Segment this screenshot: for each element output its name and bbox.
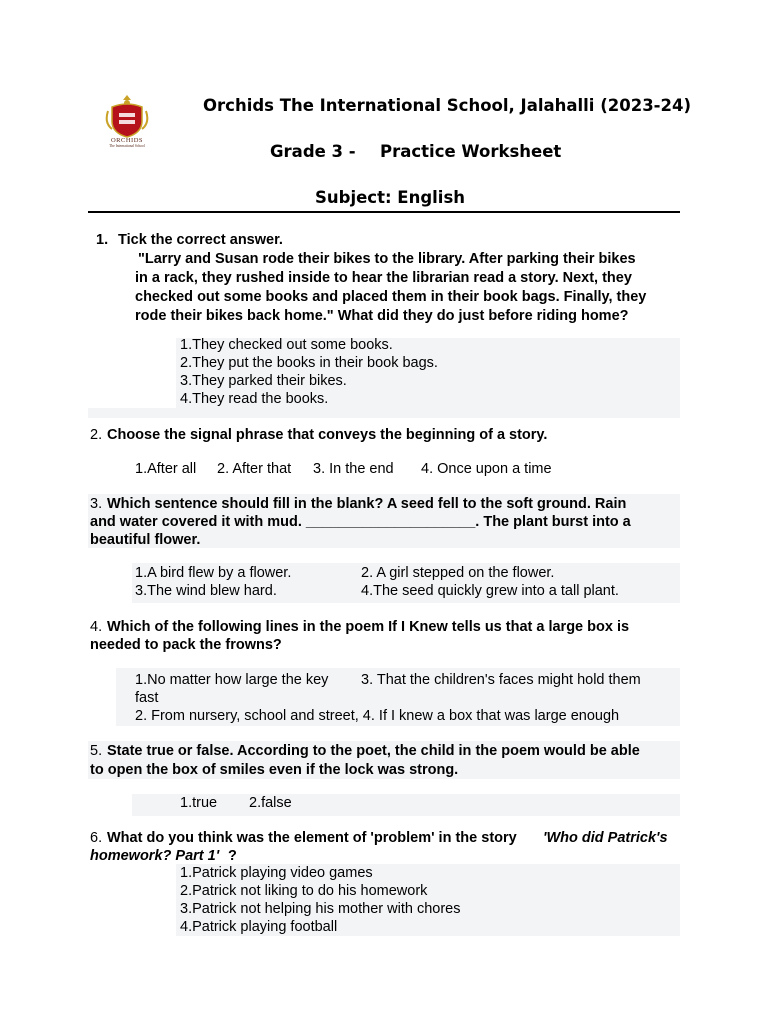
subject-label: Subject: English <box>315 188 466 207</box>
logo-wordmark: ORCHIDS <box>110 137 144 144</box>
q3-option: 1.A bird flew by a flower. <box>135 565 292 581</box>
q4-option: 2. From nursery, school and street, 4. If I knew a box that was large enough <box>135 708 620 724</box>
q1-option: 3.They parked their bikes. <box>180 373 347 389</box>
grade-label: Grade 3 - <box>270 142 356 161</box>
q5-option: 1.true <box>180 795 218 811</box>
logo-subtext: The International School <box>109 144 145 148</box>
q2-option: 3. In the end <box>313 461 394 477</box>
q3-option: 2. A girl stepped on the flower. <box>361 565 555 581</box>
q5-option: 2.false <box>249 795 292 811</box>
q1-passage-line: in a rack, they rushed inside to hear the librarian read a story. Next, they <box>135 270 632 286</box>
q3-question-line: Which sentence should fill in the blank? A seed fell to the soft ground. Rain <box>107 496 627 512</box>
q6-story-title: homework? Part 1' <box>90 848 220 864</box>
q1-option: 2.They put the books in their book bags. <box>180 355 438 371</box>
q2-option: 2. After that <box>217 461 292 477</box>
q6-option: 4.Patrick playing football <box>180 919 338 935</box>
header-divider <box>88 211 680 213</box>
q6-question-mark: ? <box>228 848 237 864</box>
q3-option: 3.The wind blew hard. <box>135 583 277 599</box>
q5-question-line: to open the box of smiles even if the lock was strong. <box>90 762 459 778</box>
q3-question-line: beautiful flower. <box>90 532 201 548</box>
school-title: Orchids The International School, Jalahalli (2023-24) <box>203 96 692 115</box>
q2-number: 2. <box>90 427 103 443</box>
school-logo <box>102 93 152 149</box>
worksheet-title: Practice Worksheet <box>380 142 562 161</box>
q3-question-line: and water covered it with mud. _____________________. The plant burst into a <box>90 514 631 530</box>
q6-number: 6. <box>90 830 103 846</box>
q2-option: 4. Once upon a time <box>421 461 552 477</box>
q1-passage-line: checked out some books and placed them in their book bags. Finally, they <box>135 289 647 305</box>
q4-option-wrap: fast <box>135 690 159 706</box>
q2-option: 1.After all <box>135 461 197 477</box>
q6-story-title: 'Who did Patrick's <box>543 830 668 846</box>
q1-number: 1. <box>96 232 109 248</box>
q5-number: 5. <box>90 743 103 759</box>
q3-number: 3. <box>90 496 103 512</box>
q1-option: 4.They read the books. <box>180 391 329 407</box>
q4-question-line: Which of the following lines in the poem If I Knew tells us that a large box is <box>107 619 630 635</box>
q4-question-line: needed to pack the frowns? <box>90 637 282 653</box>
q3-option: 4.The seed quickly grew into a tall plant. <box>361 583 619 599</box>
q2-question: Choose the signal phrase that conveys the beginning of a story. <box>107 427 548 443</box>
q1-passage-line: "Larry and Susan rode their bikes to the library. After parking their bikes <box>138 251 636 267</box>
q6-option: 1.Patrick playing video games <box>180 865 373 881</box>
q4-option: 1.No matter how large the key <box>135 672 329 688</box>
q1-passage-line: rode their bikes back home." What did they do just before riding home? <box>135 308 629 324</box>
q6-option: 3.Patrick not helping his mother with chores <box>180 901 461 917</box>
q4-number: 4. <box>90 619 103 635</box>
q5-question-line: State true or false. According to the poet, the child in the poem would be able <box>107 743 640 759</box>
q6-question: What do you think was the element of 'problem' in the story <box>107 830 517 846</box>
q1-option: 1.They checked out some books. <box>180 337 393 353</box>
q6-option: 2.Patrick not liking to do his homework <box>180 883 428 899</box>
q1-prompt: Tick the correct answer. <box>118 232 283 248</box>
q4-option: 3. That the children's faces might hold them <box>361 672 641 688</box>
q1-options-panel-tail <box>88 408 680 418</box>
